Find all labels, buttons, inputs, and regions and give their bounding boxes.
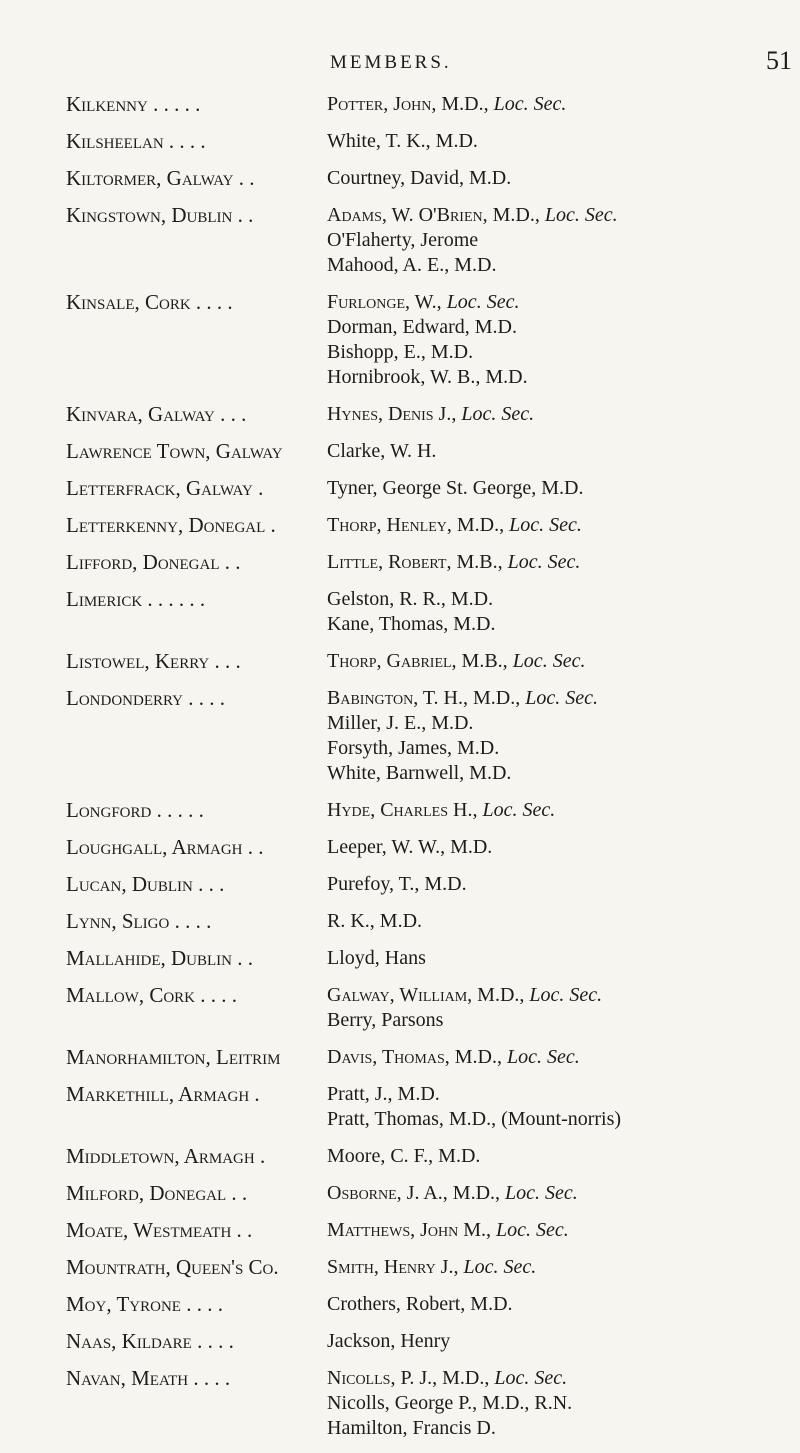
member-names — [327, 909, 800, 934]
member-name-text: Nicolls, P. J., M.D., — [327, 1367, 490, 1389]
member-name — [327, 1144, 800, 1169]
member-names — [327, 1045, 800, 1070]
directory-entry — [0, 946, 800, 983]
member-name-text: Gelston, R. R., M.D. — [327, 588, 494, 610]
member-name — [327, 587, 800, 612]
directory-entry — [0, 166, 800, 203]
directory-entry — [0, 203, 800, 290]
member-name — [327, 365, 800, 390]
member-name-text: Matthews, John M., — [327, 1219, 492, 1241]
running-title: MEMBERS. — [330, 52, 452, 73]
member-name-text: Pratt, Thomas, M.D., (Mount-norris) — [327, 1108, 622, 1130]
member-name — [327, 1045, 800, 1070]
place-name: Markethill, Armagh . — [66, 1082, 260, 1106]
place-name: Lucan, Dublin . . . — [66, 872, 225, 896]
place-name: Kilsheelan . . . . — [66, 129, 206, 153]
office-title: Loc. Sec. — [461, 403, 535, 425]
member-name-text: Furlonge, W., — [327, 291, 442, 313]
member-names — [327, 835, 800, 860]
place-name: Lawrence Town, Galway — [66, 439, 283, 463]
place-name: Kiltormer, Galway . . — [66, 166, 255, 190]
directory-entry — [0, 402, 800, 439]
place-name: Kinsale, Cork . . . . — [66, 290, 233, 314]
member-names — [327, 166, 800, 191]
member-names — [327, 946, 800, 971]
place-name: Middletown, Armagh . — [66, 1144, 266, 1168]
member-name-text: Adams, W. O'Brien, M.D., — [327, 204, 540, 226]
member-name-text: Hornibrook, W. B., M.D. — [327, 366, 528, 388]
member-name-text: Hyde, Charles H., — [327, 799, 478, 821]
directory-entry — [0, 649, 800, 686]
member-name — [327, 513, 800, 538]
place-name: Kilkenny . . . . . — [66, 92, 201, 116]
member-names — [327, 1218, 800, 1243]
member-names — [327, 513, 800, 538]
member-names — [327, 1082, 800, 1132]
member-name-text: Galway, William, M.D., — [327, 984, 525, 1006]
directory-entry — [0, 1366, 800, 1453]
member-names — [327, 550, 800, 575]
directory-entry — [0, 798, 800, 835]
place-name: Mallow, Cork . . . . — [66, 983, 237, 1007]
member-name — [327, 129, 800, 154]
place-name: Letterkenny, Donegal . — [66, 513, 276, 537]
member-names — [327, 129, 800, 154]
member-name — [327, 228, 800, 253]
member-name — [327, 686, 800, 711]
place-name: Milford, Donegal . . — [66, 1181, 248, 1205]
place-name: Kinvara, Galway . . . — [66, 402, 247, 426]
member-names — [327, 203, 800, 278]
place-name: Letterfrack, Galway . — [66, 476, 264, 500]
member-name — [327, 439, 800, 464]
member-name-text: Bishopp, E., M.D. — [327, 341, 474, 363]
member-name — [327, 1107, 800, 1132]
directory-entry — [0, 872, 800, 909]
member-name — [327, 983, 800, 1008]
page-header — [0, 42, 800, 82]
member-name-text: Hynes, Denis J., — [327, 403, 457, 425]
office-title: Loc. Sec. — [493, 93, 567, 115]
member-name — [327, 835, 800, 860]
place-name: Londonderry . . . . — [66, 686, 225, 710]
member-name — [327, 1416, 800, 1441]
member-name-text: Mahood, A. E., M.D. — [327, 254, 497, 276]
member-name — [327, 92, 800, 117]
member-name-text: Hamilton, Francis D. — [327, 1417, 496, 1439]
office-title: Loc. Sec. — [512, 650, 586, 672]
member-name — [327, 315, 800, 340]
office-title: Loc. Sec. — [507, 551, 581, 573]
place-name: Mallahide, Dublin . . — [66, 946, 253, 970]
member-name-text: Smith, Henry J., — [327, 1256, 459, 1278]
member-name — [327, 166, 800, 191]
office-title: Loc. Sec. — [529, 984, 603, 1006]
page-number: 51 — [766, 46, 792, 75]
member-names — [327, 983, 800, 1033]
directory-entry — [0, 92, 800, 129]
member-name-text: White, Barnwell, M.D. — [327, 762, 512, 784]
directory-entry — [0, 587, 800, 649]
member-name-text: Thorp, Gabriel, M.B., — [327, 650, 508, 672]
member-name-text: Dorman, Edward, M.D. — [327, 316, 517, 338]
directory-entry — [0, 1144, 800, 1181]
place-name: Listowel, Kerry . . . — [66, 649, 241, 673]
directory-entry — [0, 513, 800, 550]
directory-entry — [0, 983, 800, 1045]
member-names — [327, 290, 800, 390]
member-name-text: Berry, Parsons — [327, 1009, 444, 1031]
office-title: Loc. Sec. — [506, 1046, 580, 1068]
member-name — [327, 612, 800, 637]
office-title: Loc. Sec. — [544, 204, 618, 226]
member-name-text: Moore, C. F., M.D. — [327, 1145, 481, 1167]
place-name: Manorhamilton, Leitrim — [66, 1045, 281, 1069]
member-name — [327, 402, 800, 427]
member-name — [327, 1329, 800, 1354]
member-names — [327, 798, 800, 823]
directory-entry — [0, 129, 800, 166]
member-name-text: Leeper, W. W., M.D. — [327, 836, 493, 858]
member-name — [327, 290, 800, 315]
place-name: Moate, Westmeath . . — [66, 1218, 253, 1242]
place-name: Limerick . . . . . . — [66, 587, 206, 611]
member-name — [327, 550, 800, 575]
member-name — [327, 476, 800, 501]
office-title: Loc. Sec. — [509, 514, 582, 536]
directory-entry — [0, 550, 800, 587]
member-name — [327, 798, 800, 823]
member-name — [327, 872, 800, 897]
place-name: Longford . . . . . — [66, 798, 204, 822]
place-name: Lifford, Donegal . . — [66, 550, 241, 574]
member-name — [327, 761, 800, 786]
member-names — [327, 1329, 800, 1354]
member-name — [327, 340, 800, 365]
place-name: Moy, Tyrone . . . . — [66, 1292, 223, 1316]
directory-entry — [0, 909, 800, 946]
directory-entry — [0, 439, 800, 476]
directory-entry — [0, 1255, 800, 1292]
directory-entry — [0, 686, 800, 798]
member-name — [327, 1218, 800, 1243]
member-names — [327, 92, 800, 117]
member-names — [327, 649, 800, 674]
member-name — [327, 711, 800, 736]
member-name-text: Davis, Thomas, M.D., — [327, 1046, 502, 1068]
office-title: Loc. Sec. — [463, 1256, 537, 1278]
place-name: Mountrath, Queen's Co. — [66, 1255, 279, 1279]
member-names — [327, 476, 800, 501]
member-names — [327, 1255, 800, 1280]
directory-entry — [0, 1181, 800, 1218]
member-name — [327, 1391, 800, 1416]
office-title: Loc. Sec. — [496, 1219, 569, 1241]
member-name-text: Thorp, Henley, M.D., — [327, 514, 505, 536]
member-name-text: Tyner, George St. George, M.D. — [327, 477, 584, 499]
member-names — [327, 402, 800, 427]
directory-entry — [0, 1292, 800, 1329]
member-name-text: Little, Robert, M.B., — [327, 551, 503, 573]
member-name — [327, 1366, 800, 1391]
directory-entry — [0, 835, 800, 872]
member-name-text: Osborne, J. A., M.D., — [327, 1182, 501, 1204]
member-list — [0, 92, 800, 1453]
place-name: Loughgall, Armagh . . — [66, 835, 264, 859]
member-name-text: Lloyd, Hans — [327, 947, 426, 969]
member-names — [327, 686, 800, 786]
office-title: Loc. Sec. — [494, 1367, 568, 1389]
member-name-text: White, T. K., M.D. — [327, 130, 478, 152]
place-name: Naas, Kildare . . . . — [66, 1329, 234, 1353]
directory-entry — [0, 1329, 800, 1366]
member-name-text: Clarke, W. H. — [327, 440, 437, 462]
member-name — [327, 649, 800, 674]
directory-entry — [0, 1218, 800, 1255]
member-name — [327, 736, 800, 761]
place-name: Lynn, Sligo . . . . — [66, 909, 212, 933]
member-name-text: Courtney, David, M.D. — [327, 167, 512, 189]
directory-entry — [0, 1045, 800, 1082]
member-name-text: Babington, T. H., M.D., — [327, 687, 521, 709]
directory-entry — [0, 476, 800, 513]
office-title: Loc. Sec. — [505, 1182, 578, 1204]
member-name-text: Miller, J. E., M.D. — [327, 712, 474, 734]
directory-entry — [0, 290, 800, 402]
member-names — [327, 439, 800, 464]
office-title: Loc. Sec. — [525, 687, 598, 709]
member-name — [327, 1255, 800, 1280]
member-names — [327, 1144, 800, 1169]
member-name — [327, 1292, 800, 1317]
member-name-text: O'Flaherty, Jerome — [327, 229, 479, 251]
member-name-text: Crothers, Robert, M.D. — [327, 1293, 513, 1315]
member-name — [327, 1008, 800, 1033]
member-name — [327, 909, 800, 934]
member-name — [327, 946, 800, 971]
member-names — [327, 1181, 800, 1206]
directory-entry — [0, 1082, 800, 1144]
member-name-text: Potter, John, M.D., — [327, 93, 489, 115]
member-names — [327, 1366, 800, 1441]
place-name: Navan, Meath . . . . — [66, 1366, 231, 1390]
member-name — [327, 1181, 800, 1206]
office-title: Loc. Sec. — [482, 799, 556, 821]
member-name-text: Nicolls, George P., M.D., R.N. — [327, 1392, 573, 1414]
office-title: Loc. Sec. — [446, 291, 520, 313]
place-name: Kingstown, Dublin . . — [66, 203, 254, 227]
member-names — [327, 1292, 800, 1317]
member-name-text: Kane, Thomas, M.D. — [327, 613, 496, 635]
member-name — [327, 253, 800, 278]
member-names — [327, 587, 800, 637]
member-name — [327, 203, 800, 228]
member-name — [327, 1082, 800, 1107]
member-names — [327, 872, 800, 897]
member-name-text: R. K., M.D. — [327, 910, 423, 932]
member-name-text: Pratt, J., M.D. — [327, 1083, 440, 1105]
member-name-text: Forsyth, James, M.D. — [327, 737, 500, 759]
member-name-text: Jackson, Henry — [327, 1330, 451, 1352]
member-name-text: Purefoy, T., M.D. — [327, 873, 467, 895]
